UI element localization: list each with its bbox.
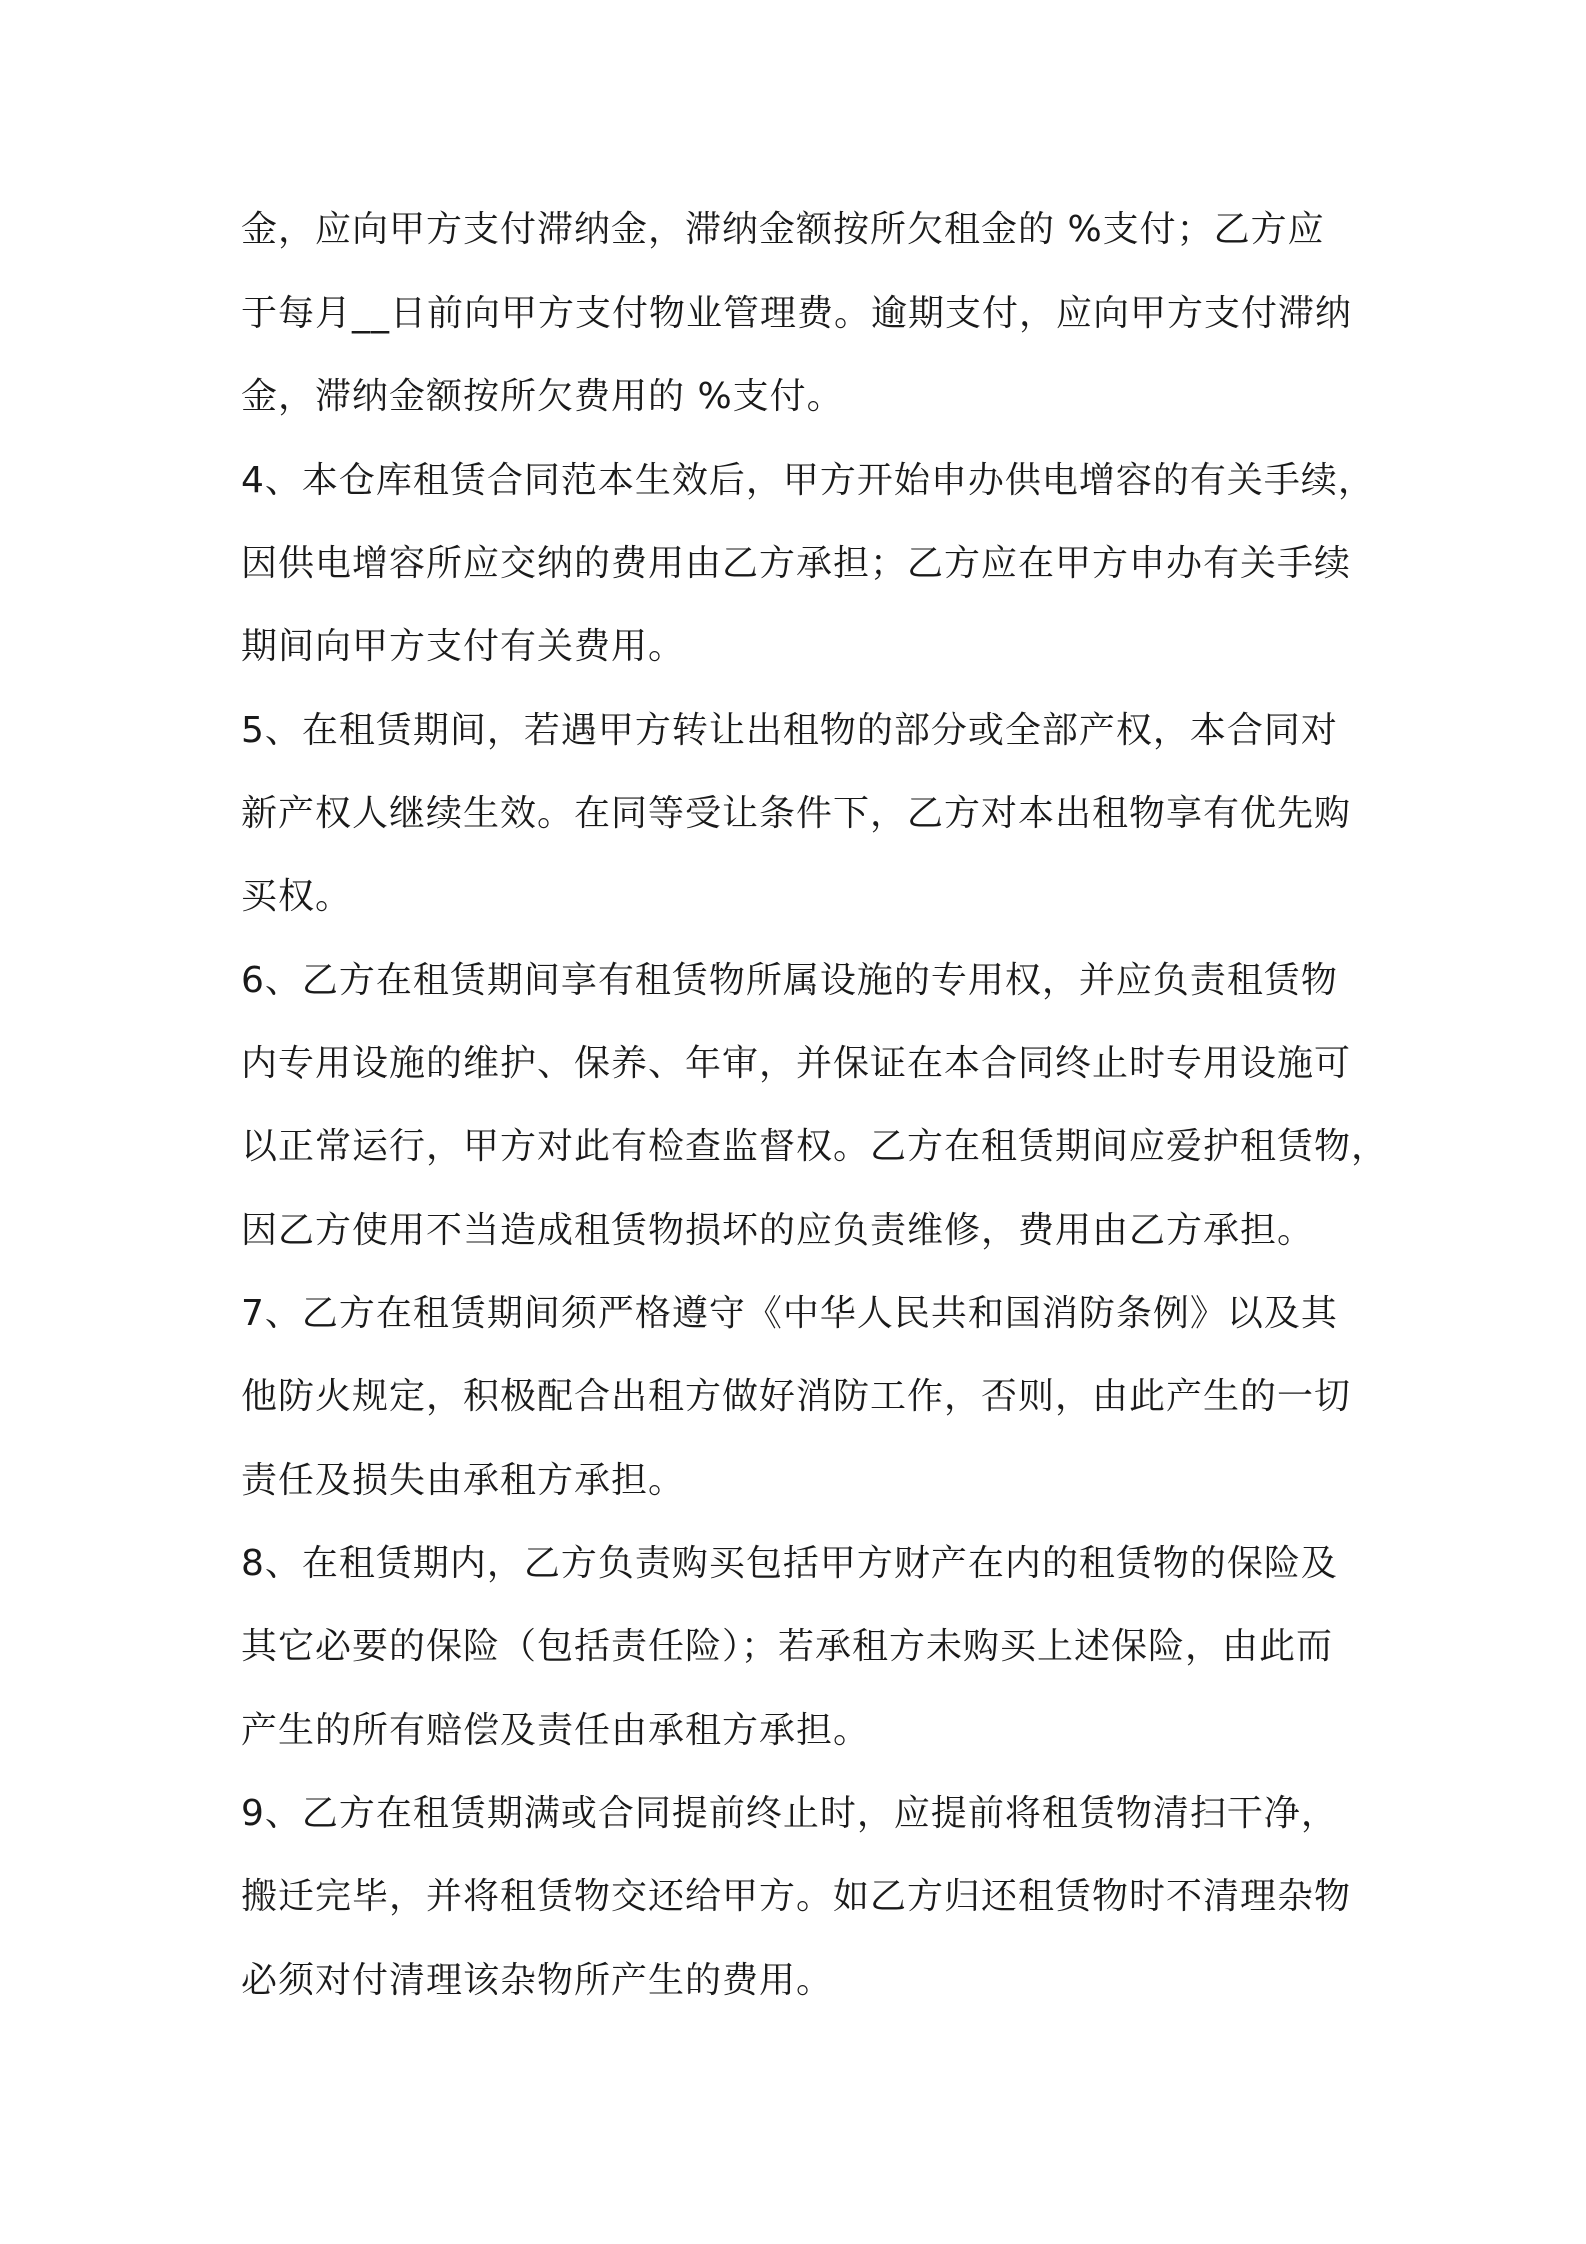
text-line: 8、在租赁期内，乙方负责购买包括甲方财产在内的租赁物的保险及	[241, 1543, 1338, 1584]
text-line: 5、在租赁期间，若遇甲方转让出租物的部分或全部产权，本合同对	[241, 710, 1338, 751]
text-line: 以正常运行，甲方对此有检查监督权。乙方在租赁期间应爱护租赁物，	[241, 1126, 1389, 1167]
text-line: 金，滞纳金额按所欠费用的 %支付。	[241, 376, 844, 417]
text-line: 因供电增容所应交纳的费用由乙方承担；乙方应在甲方申办有关手续	[241, 543, 1352, 584]
text-line: 金，应向甲方支付滞纳金，滞纳金额按所欠租金的 %支付；乙方应	[241, 209, 1325, 250]
text-line: 产生的所有赔偿及责任由承租方承担。	[241, 1710, 871, 1751]
text-line: 9、乙方在租赁期满或合同提前终止时，应提前将租赁物清扫干净，	[241, 1793, 1338, 1834]
text-line: 内专用设施的维护、保养、年审，并保证在本合同终止时专用设施可	[241, 1043, 1352, 1084]
text-line: 买权。	[241, 876, 353, 917]
text-line: 搬迁完毕，并将租赁物交还给甲方。如乙方归还租赁物时不清理杂物	[241, 1876, 1352, 1917]
text-line: 必须对付清理该杂物所产生的费用。	[241, 1960, 834, 2001]
text-line: 其它必要的保险（包括责任险）；若承租方未购买上述保险，由此而	[241, 1626, 1334, 1667]
text-line: 4、本仓库租赁合同范本生效后，甲方开始申办供电增容的有关手续，	[241, 460, 1375, 501]
text-line: 6、乙方在租赁期间享有租赁物所属设施的专用权，并应负责租赁物	[241, 960, 1338, 1001]
text-line: 期间向甲方支付有关费用。	[241, 626, 686, 667]
text-line: 于每月__日前向甲方支付物业管理费。逾期支付，应向甲方支付滞纳	[241, 293, 1353, 334]
text-line: 新产权人继续生效。在同等受让条件下，乙方对本出租物享有优先购	[241, 793, 1352, 834]
text-line: 7、乙方在租赁期间须严格遵守《中华人民共和国消防条例》以及其	[241, 1293, 1338, 1334]
text-line: 他防火规定，积极配合出租方做好消防工作，否则，由此产生的一切	[241, 1376, 1352, 1417]
text-line: 责任及损失由承租方承担。	[241, 1460, 686, 1501]
text-line: 因乙方使用不当造成租赁物损坏的应负责维修，费用由乙方承担。	[241, 1210, 1315, 1251]
